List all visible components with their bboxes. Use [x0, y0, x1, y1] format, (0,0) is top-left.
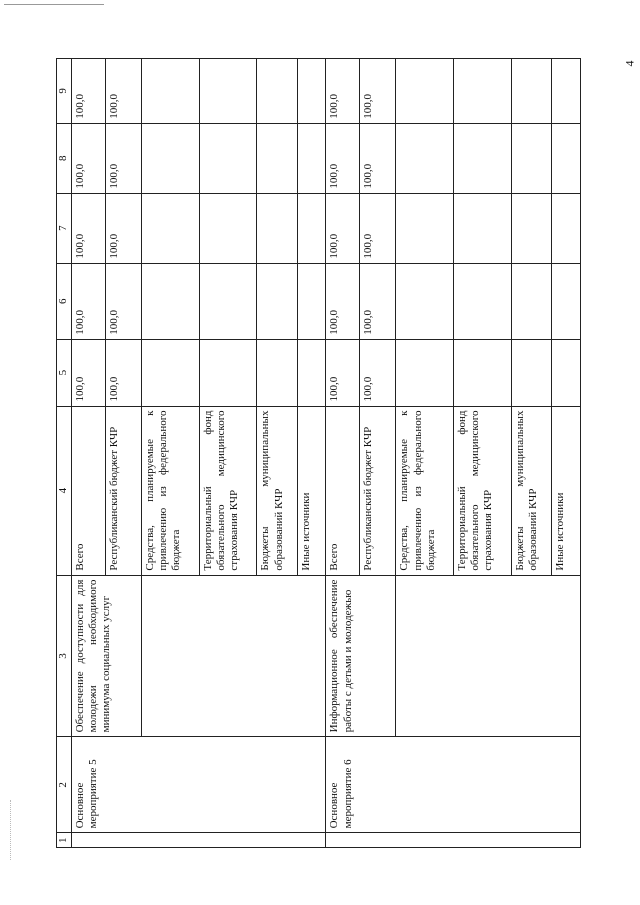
value-cell-v9 [257, 59, 298, 124]
value-cell-v6 [396, 263, 454, 339]
funding-source-cell: Иные источники [297, 406, 325, 575]
table-row [396, 59, 454, 848]
value-cell-v7 [511, 193, 552, 263]
header-cell: 3 [57, 575, 72, 737]
funding-source-cell: Республиканский бюджет КЧР [360, 406, 396, 575]
value-cell-v6: 100,0 [360, 263, 396, 339]
value-cell-v5 [396, 339, 454, 406]
value-cell-v9: 100,0 [326, 59, 360, 124]
value-cell-v8 [199, 123, 257, 193]
value-cell-v5: 100,0 [72, 339, 106, 406]
header-row [57, 59, 72, 848]
value-cell-v7 [199, 193, 257, 263]
value-cell-v8: 100,0 [72, 123, 106, 193]
value-cell-v8: 100,0 [326, 123, 360, 193]
top-rule [4, 4, 104, 5]
value-cell-v6 [199, 263, 257, 339]
value-cell-v7: 100,0 [105, 193, 141, 263]
value-cell-v8 [396, 123, 454, 193]
value-cell-v5 [199, 339, 257, 406]
value-cell-v8 [511, 123, 552, 193]
rotated-table-wrapper [56, 58, 581, 848]
value-cell-v6 [454, 263, 512, 339]
header-cell: 6 [57, 263, 72, 339]
table-row [141, 59, 199, 848]
value-cell-v6 [141, 263, 199, 339]
funding-source-cell: Территориальный фонд обязательного медицинского страхования КЧР [454, 406, 512, 575]
value-cell-v5: 100,0 [326, 339, 360, 406]
value-cell-v7: 100,0 [326, 193, 360, 263]
value-cell-v9 [297, 59, 325, 124]
funding-source-cell: Всего [326, 406, 360, 575]
value-cell-v8 [454, 123, 512, 193]
value-cell-v5: 100,0 [105, 339, 141, 406]
value-cell-v9: 100,0 [360, 59, 396, 124]
value-cell-v7 [141, 193, 199, 263]
row-number-cell [326, 833, 581, 848]
value-cell-v9: 100,0 [72, 59, 106, 124]
funding-source-cell: Территориальный фонд обязательного медицинского страхования КЧР [199, 406, 257, 575]
row-number-cell [72, 833, 326, 848]
value-cell-v9 [511, 59, 552, 124]
value-cell-v5 [454, 339, 512, 406]
header-cell: 2 [57, 737, 72, 833]
value-cell-v7: 100,0 [360, 193, 396, 263]
funding-source-cell: Иные источники [552, 406, 581, 575]
value-cell-v5: 100,0 [360, 339, 396, 406]
margin-dots [10, 800, 12, 860]
value-cell-v9 [552, 59, 581, 124]
value-cell-v6: 100,0 [326, 263, 360, 339]
value-cell-v8: 100,0 [105, 123, 141, 193]
value-cell-v9: 100,0 [105, 59, 141, 124]
measure-description-empty-cell [396, 575, 581, 737]
measure-description-cell: Обеспечение доступности для молодежи необходимого минимума социальных услуг [72, 575, 142, 737]
header-cell: 9 [57, 59, 72, 124]
value-cell-v7: 100,0 [72, 193, 106, 263]
funding-source-cell: Всего [72, 406, 106, 575]
value-cell-v5 [141, 339, 199, 406]
measure-description-empty-cell [141, 575, 326, 737]
value-cell-v6 [511, 263, 552, 339]
value-cell-v8 [141, 123, 199, 193]
funding-source-cell: Средства, планируемые к привлечению из федерального бюджета [396, 406, 454, 575]
value-cell-v7 [454, 193, 512, 263]
funding-source-cell: Бюджеты муниципальных образований КЧР [257, 406, 298, 575]
measure-title-cell: Основное мероприятие 6 [326, 737, 581, 833]
value-cell-v5 [297, 339, 325, 406]
value-cell-v7 [396, 193, 454, 263]
value-cell-v8 [297, 123, 325, 193]
value-cell-v5 [552, 339, 581, 406]
value-cell-v6: 100,0 [105, 263, 141, 339]
value-cell-v7 [297, 193, 325, 263]
header-cell: 5 [57, 339, 72, 406]
value-cell-v9 [199, 59, 257, 124]
page-number: 4 [622, 60, 637, 67]
value-cell-v6 [257, 263, 298, 339]
header-cell: 8 [57, 123, 72, 193]
value-cell-v8: 100,0 [360, 123, 396, 193]
funding-source-cell: Средства, планируемые к привлечению из федерального бюджета [141, 406, 199, 575]
funding-source-cell: Республиканский бюджет КЧР [105, 406, 141, 575]
measure-description-cell: Информационное обеспечение работы с детьми и молодежью [326, 575, 396, 737]
value-cell-v8 [552, 123, 581, 193]
value-cell-v6 [552, 263, 581, 339]
table-row [72, 59, 106, 848]
value-cell-v6 [297, 263, 325, 339]
value-cell-v7 [257, 193, 298, 263]
table-body [72, 59, 581, 848]
header-cell: 1 [57, 833, 72, 848]
measure-title-cell: Основное мероприятие 5 [72, 737, 326, 833]
value-cell-v6: 100,0 [72, 263, 106, 339]
value-cell-v5 [511, 339, 552, 406]
funding-table [56, 58, 581, 848]
value-cell-v9 [454, 59, 512, 124]
value-cell-v9 [141, 59, 199, 124]
value-cell-v8 [257, 123, 298, 193]
header-cell: 7 [57, 193, 72, 263]
table-row [326, 59, 360, 848]
document-sheet [56, 58, 581, 848]
header-cell: 4 [57, 406, 72, 575]
funding-source-cell: Бюджеты муниципальных образований КЧР [511, 406, 552, 575]
value-cell-v9 [396, 59, 454, 124]
value-cell-v5 [257, 339, 298, 406]
value-cell-v7 [552, 193, 581, 263]
